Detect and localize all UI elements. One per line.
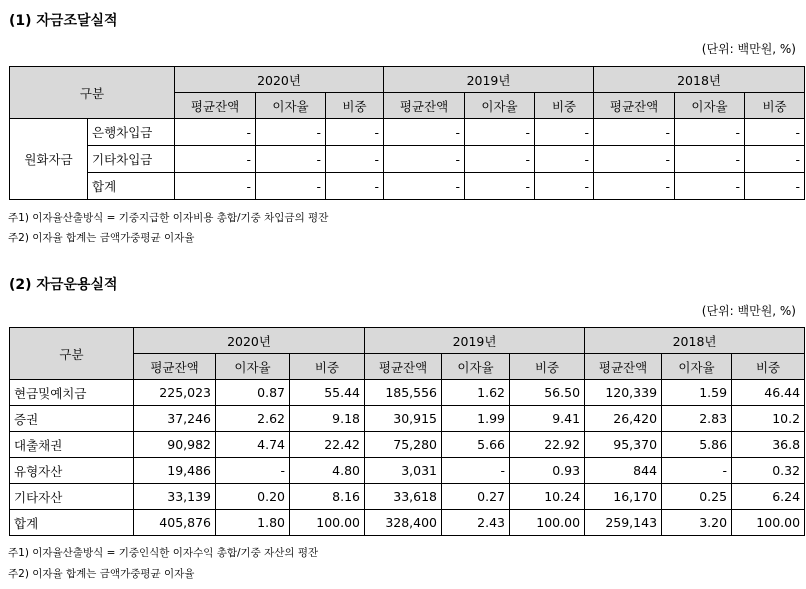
cell: 19,486: [134, 458, 216, 484]
cell: -: [594, 119, 675, 146]
cell: -: [216, 458, 290, 484]
investment-table: [9, 327, 805, 536]
cell: 6.24: [732, 484, 805, 510]
cell: -: [675, 146, 745, 173]
cell: 46.44: [732, 380, 805, 406]
cell: -: [175, 173, 256, 200]
cell: 3,031: [365, 458, 442, 484]
cell: 0.25: [662, 484, 732, 510]
cell: 328,400: [365, 510, 442, 536]
cell: 3.20: [662, 510, 732, 536]
table-row: [10, 406, 805, 432]
cell: -: [256, 119, 326, 146]
row-label: 유형자산: [10, 458, 134, 484]
cell: -: [442, 458, 510, 484]
cell: 844: [585, 458, 662, 484]
cell: -: [745, 146, 805, 173]
group-label: 원화자금: [10, 119, 88, 200]
header-col: 이자율: [216, 354, 290, 380]
cell: 0.93: [510, 458, 585, 484]
cell: 100.00: [510, 510, 585, 536]
footnote: 주2) 이자율 합계는 금액가중평균 이자율: [8, 568, 195, 580]
header-category: 구분: [10, 328, 134, 380]
cell: -: [535, 146, 594, 173]
cell: -: [384, 173, 465, 200]
header-col: 이자율: [675, 93, 745, 119]
cell: -: [465, 173, 535, 200]
footnote: 주2) 이자율 합계는 금액가중평균 이자율: [8, 232, 195, 244]
cell: 225,023: [134, 380, 216, 406]
cell: 30,915: [365, 406, 442, 432]
cell: 56.50: [510, 380, 585, 406]
cell: 8.16: [290, 484, 365, 510]
cell: -: [326, 146, 384, 173]
row-label: 합계: [10, 510, 134, 536]
table-row: [10, 380, 805, 406]
cell: -: [326, 119, 384, 146]
cell: 100.00: [290, 510, 365, 536]
cell: 26,420: [585, 406, 662, 432]
funding-table: [9, 66, 805, 200]
section1-title: (1) 자금조달실적: [9, 13, 118, 29]
cell: 2.62: [216, 406, 290, 432]
header-col: 평균잔액: [175, 93, 256, 119]
cell: -: [175, 146, 256, 173]
table-row: [10, 510, 805, 536]
cell: 22.42: [290, 432, 365, 458]
footnote: 주1) 이자율산출방식 = 기중인식한 이자수익 총합/기중 자산의 평잔: [8, 547, 319, 559]
cell: 1.62: [442, 380, 510, 406]
cell: -: [535, 119, 594, 146]
header-col: 비중: [510, 354, 585, 380]
header-col: 비중: [745, 93, 805, 119]
header-year: 2019년: [365, 328, 585, 354]
cell: 9.41: [510, 406, 585, 432]
cell: 55.44: [290, 380, 365, 406]
cell: 36.8: [732, 432, 805, 458]
cell: -: [594, 146, 675, 173]
cell: -: [384, 119, 465, 146]
cell: -: [465, 146, 535, 173]
cell: 1.80: [216, 510, 290, 536]
cell: 5.86: [662, 432, 732, 458]
cell: 0.27: [442, 484, 510, 510]
section2-unit: (단위: 백만원, %): [701, 304, 796, 318]
header-col: 비중: [290, 354, 365, 380]
cell: 33,618: [365, 484, 442, 510]
cell: 0.87: [216, 380, 290, 406]
table-row: [10, 432, 805, 458]
cell: -: [326, 173, 384, 200]
cell: 0.32: [732, 458, 805, 484]
cell: 10.24: [510, 484, 585, 510]
footnote: 주1) 이자율산출방식 = 기중지급한 이자비용 총합/기중 차입금의 평잔: [8, 212, 329, 224]
header-year: 2018년: [594, 67, 805, 93]
header-col: 이자율: [256, 93, 326, 119]
header-col: 평균잔액: [365, 354, 442, 380]
section1-unit: (단위: 백만원, %): [701, 42, 796, 56]
header-col: 이자율: [662, 354, 732, 380]
row-label: 합계: [88, 173, 175, 200]
cell: 405,876: [134, 510, 216, 536]
cell: 185,556: [365, 380, 442, 406]
header-year: 2020년: [134, 328, 365, 354]
row-label: 현금및예치금: [10, 380, 134, 406]
header-col: 이자율: [465, 93, 535, 119]
cell: 37,246: [134, 406, 216, 432]
section2-title: (2) 자금운용실적: [9, 277, 118, 293]
header-col: 평균잔액: [384, 93, 465, 119]
row-label: 은행차입금: [88, 119, 175, 146]
cell: -: [256, 146, 326, 173]
header-col: 비중: [535, 93, 594, 119]
table-row: [10, 146, 805, 173]
cell: 2.83: [662, 406, 732, 432]
header-col: 평균잔액: [594, 93, 675, 119]
cell: 75,280: [365, 432, 442, 458]
cell: 1.99: [442, 406, 510, 432]
cell: -: [675, 119, 745, 146]
cell: 16,170: [585, 484, 662, 510]
header-col: 평균잔액: [585, 354, 662, 380]
row-label: 증권: [10, 406, 134, 432]
cell: -: [662, 458, 732, 484]
table-row: [10, 173, 805, 200]
cell: -: [175, 119, 256, 146]
cell: -: [535, 173, 594, 200]
header-category: 구분: [10, 67, 175, 119]
cell: -: [745, 173, 805, 200]
header-year: 2018년: [585, 328, 805, 354]
cell: 4.80: [290, 458, 365, 484]
cell: 0.20: [216, 484, 290, 510]
table-row: [10, 119, 805, 146]
cell: -: [594, 173, 675, 200]
cell: 10.2: [732, 406, 805, 432]
table-row: [10, 484, 805, 510]
cell: 22.92: [510, 432, 585, 458]
header-col: 비중: [732, 354, 805, 380]
cell: -: [745, 119, 805, 146]
cell: 100.00: [732, 510, 805, 536]
cell: -: [256, 173, 326, 200]
header-year: 2019년: [384, 67, 594, 93]
table-row: [10, 458, 805, 484]
row-label: 기타차입금: [88, 146, 175, 173]
cell: -: [675, 173, 745, 200]
cell: 9.18: [290, 406, 365, 432]
header-col: 평균잔액: [134, 354, 216, 380]
cell: 95,370: [585, 432, 662, 458]
cell: 5.66: [442, 432, 510, 458]
cell: -: [465, 119, 535, 146]
row-label: 기타자산: [10, 484, 134, 510]
cell: 2.43: [442, 510, 510, 536]
cell: 120,339: [585, 380, 662, 406]
cell: -: [384, 146, 465, 173]
row-label: 대출채권: [10, 432, 134, 458]
header-col: 이자율: [442, 354, 510, 380]
cell: 1.59: [662, 380, 732, 406]
cell: 4.74: [216, 432, 290, 458]
cell: 33,139: [134, 484, 216, 510]
header-col: 비중: [326, 93, 384, 119]
cell: 259,143: [585, 510, 662, 536]
header-year: 2020년: [175, 67, 384, 93]
cell: 90,982: [134, 432, 216, 458]
